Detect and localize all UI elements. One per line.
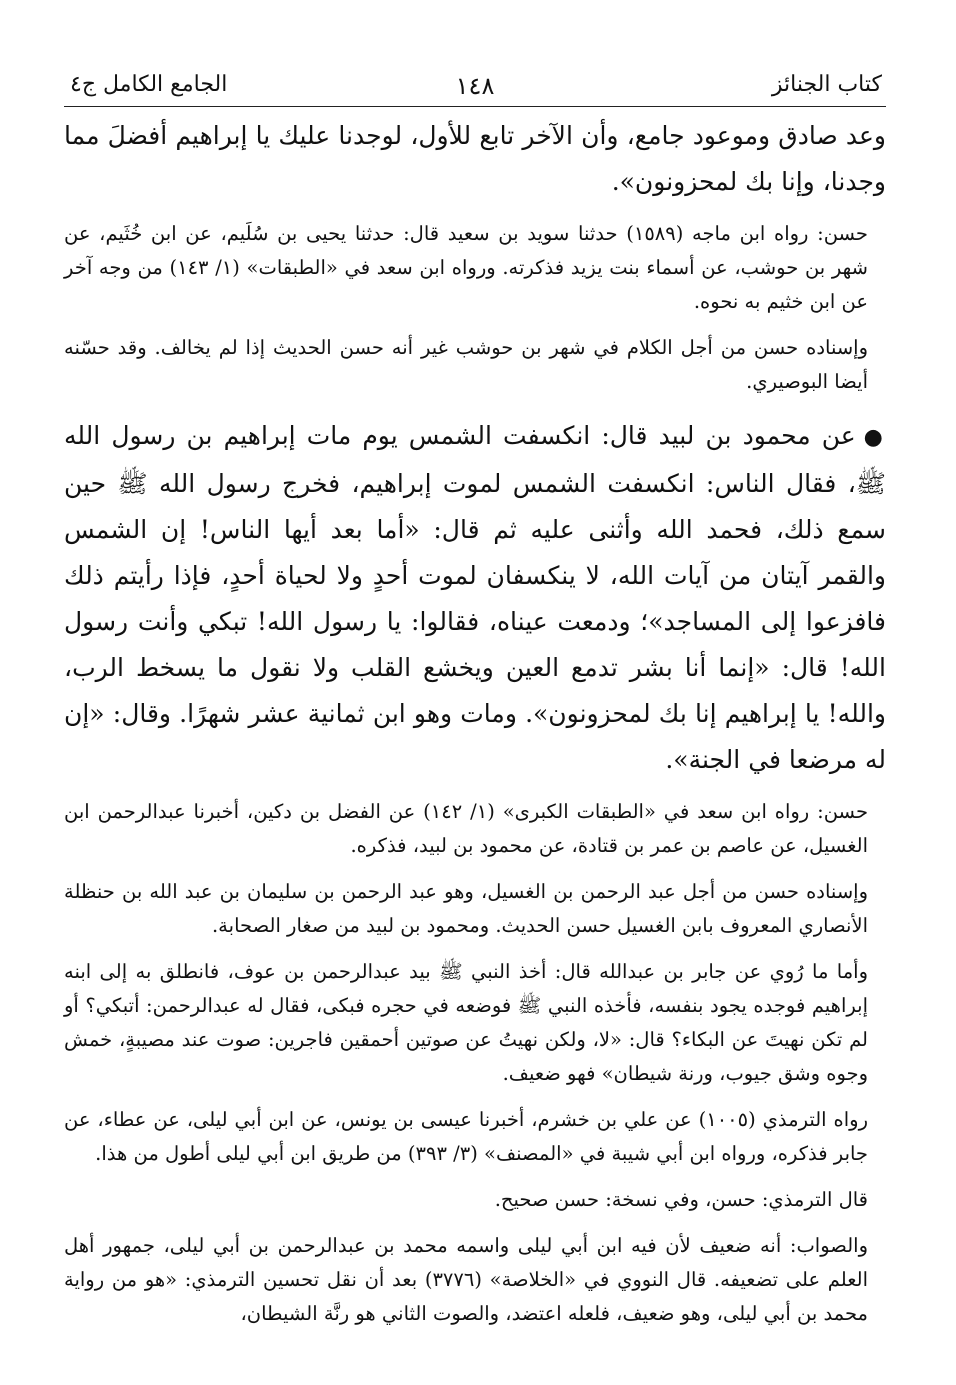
weak-narration-note: وأما ما رُوي عن جابر بن عبدالله قال: أخذ النبي ﷺ بيد عبدالرحمن بن عوف، فانطلق به إلى ابنه إبراهيم فوجده يجود بنفسه، فأخذه النبي ﷺ فوضعه في حجره فبكى، فقال له عبدالرحمن: أتبكي؟ أو لم تكن نهيتَ عن البكاء؟ قال: «لا، ولكن نهيتُ عن صوتين أحمقين فاجرين: صوت عند مصيبةٍ، خمش وجوه وشق جيوب، ورنة شيطان» فهو ضعيف. <box>64 960 868 1085</box>
page-number: ١٤٨ <box>455 72 495 100</box>
correction-note: والصواب: أنه ضعيف لأن فيه ابن أبي ليلى واسمه محمد بن عبدالرحمن بن أبي ليلى، جمهور أهل العلم على تضعيفه. قال النووي في «الخلاصة» (٣٧٧٦) بعد أن نقل تحسين الترمذي: «هو من رواية محمد بن أبي ليلى، وهو ضعيف، فلعله اعتضد، والصوت الثاني هو رنَّة الشيطان، <box>64 1234 868 1325</box>
isnad-note: وإسناده حسن من أجل الكلام في شهر بن حوشب غير أنه حسن الحديث إذا لم يخالف. وقد حسّنه أيضا البوصيري. <box>64 336 868 393</box>
takhrij-note: حسن: رواه ابن ماجه (١٥٨٩) حدثنا سويد بن سعيد قال: حدثنا يحيى بن سُلَيم، عن ابن خُثَيم، عن شهر بن حوشب، عن أسماء بنت يزيد فذكرته. ورواه ابن سعد في «الطبقات» (١/ ١٤٣) من وجه آخر عن ابن خثيم به نحوه. <box>64 222 868 313</box>
hadith-text: عن محمود بن لبيد قال: انكسفت الشمس يوم مات إبراهيم بن رسول الله ﷺ، فقال الناس: انكسفت الشمس لموت إبراهيم، فخرج رسول الله ﷺ حين سمع ذلك، فحمد الله وأثنى عليه ثم قال: «أما بعد أيها الناس! إن الشمس والقمر آيتان من آيات الله، لا ينكسفان لموت أحدٍ ولا لحياة أحدٍ، فإذا رأيتم ذلك فافزعوا إلى المساجد»؛ ودمعت عيناه، فقالوا: يا رسول الله! تبكي وأنت رسول الله! قال: «إنما أنا بشر تدمع العين ويخشع القلب ولا نقول ما يسخط الرب، والله! يا إبراهيم إنا بك لمحزونون». ومات وهو ابن ثمانية عشر شهرًا. وقال: «إن له مرضعا في الجنة». <box>64 421 886 774</box>
hadith-text-continuation: وعد صادق وموعود جامع، وأن الآخر تابع للأول، لوجدنا عليك يا إبراهيم أفضلَ مما وجدنا، وإنا بك لمحزونون». <box>64 121 886 196</box>
takhrij-note: رواه الترمذي (١٠٠٥) عن علي بن خشرم، أخبرنا عيسى بن يونس، عن ابن أبي ليلى، عن عطاء، عن جابر فذكره، ورواه ابن أبي شيبة في «المصنف» (٣/ ٣٩٣) من طريق ابن أبي ليلى أطول من هذا. <box>64 1108 868 1165</box>
tirmidhi-grading-note: قال الترمذي: حسن، وفي نسخة: حسن صحيح. <box>494 1188 868 1211</box>
hadith-paragraph <box>64 413 886 783</box>
isnad-note: وإسناده حسن من أجل عبد الرحمن بن الغسيل، وهو عبد الرحمن بن سليمان بن عبد الله بن حنظلة الأنصاري المعروف بابن الغسيل حسن الحديث. ومحمود بن لبيد من صغار الصحابة. <box>64 880 868 937</box>
bullet-icon: ● <box>863 425 886 450</box>
takhrij-note: حسن: رواه ابن سعد في «الطبقات الكبرى» (١/ ١٤٢) عن الفضل بن دكين، أخبرنا عبدالرحمن ابن الغسيل، عن عاصم بن عمر بن قتادة، عن محمود بن لبيد، فذكره. <box>64 800 868 857</box>
book-title: الجامع الكامل ج٤ <box>70 72 228 97</box>
chapter-title: كتاب الجنائز <box>771 72 882 97</box>
page-header <box>64 62 886 107</box>
page-content <box>64 113 886 1331</box>
